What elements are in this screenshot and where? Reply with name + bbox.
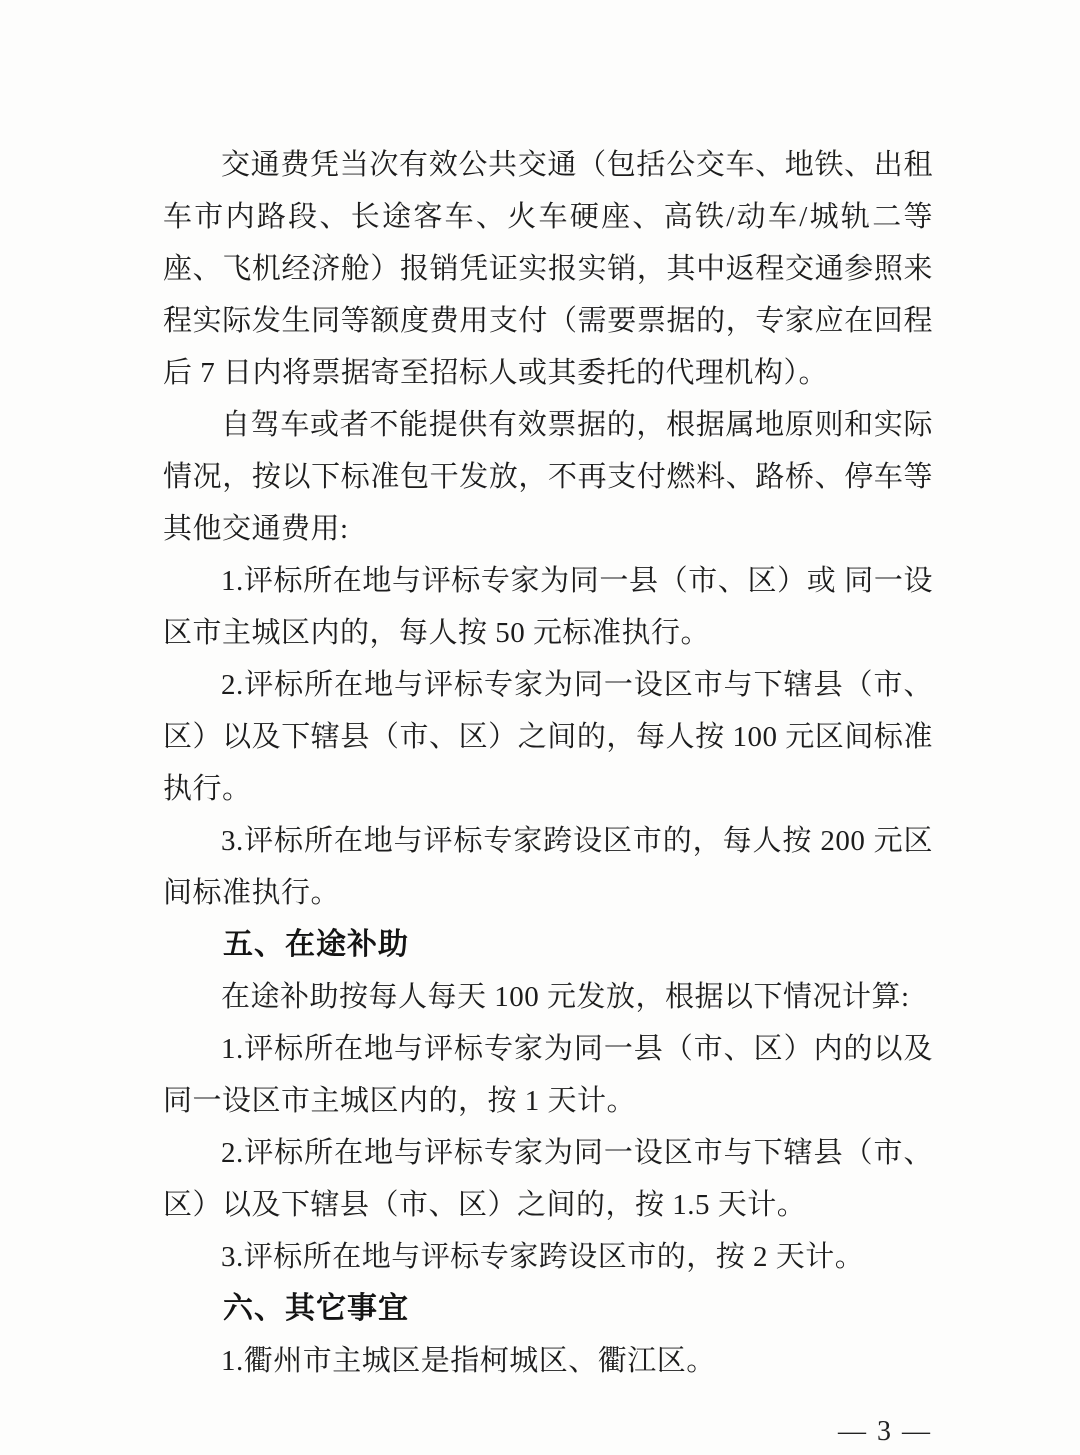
section-heading: 六、其它事宜 [223,1292,409,1325]
paragraph: 自驾车或者不能提供有效票据的，根据属地原则和实际情况，按以下标准包干发放，不再支付燃料、路桥、停车等其他交通费用: [163,409,933,545]
paragraph: 1.评标所在地与评标专家为同一县（市、区）内的以及同一设区市主城区内的，按 1 天计。 [163,1033,933,1117]
document-body [163,139,933,1387]
paragraph: 1.衢州市主城区是指柯城区、衢江区。 [221,1345,716,1377]
paragraph: 交通费凭当次有效公共交通（包括公交车、地铁、出租车市内路段、长途客车、火车硬座、高铁/动车/城轨二等座、飞机经济舱）报销凭证实报实销，其中返程交通参照来程实际发生同等额度费用支付（需要票据的，专家应在回程后 7 日内将票据寄至招标人或其委托的代理机构）。 [163,149,933,389]
paragraph: 1.评标所在地与评标专家为同一县（市、区）或 同一设区市主城区内的，每人按 50 元标准执行。 [163,565,933,649]
paragraph: 3.评标所在地与评标专家跨设区市的，按 2 天计。 [221,1241,865,1273]
paragraph: 在途补助按每人每天 100 元发放，根据以下情况计算: [221,981,910,1013]
paragraph: 3.评标所在地与评标专家跨设区市的，每人按 200 元区间标准执行。 [163,825,933,909]
page-number: — 3 — [838,1416,932,1447]
section-heading: 五、在途补助 [223,928,409,961]
paragraph: 2.评标所在地与评标专家为同一设区市与下辖县（市、区）以及下辖县（市、区）之间的，按 1.5 天计。 [163,1137,933,1221]
paragraph: 2.评标所在地与评标专家为同一设区市与下辖县（市、区）以及下辖县（市、区）之间的，每人按 100 元区间标准执行。 [163,669,933,805]
